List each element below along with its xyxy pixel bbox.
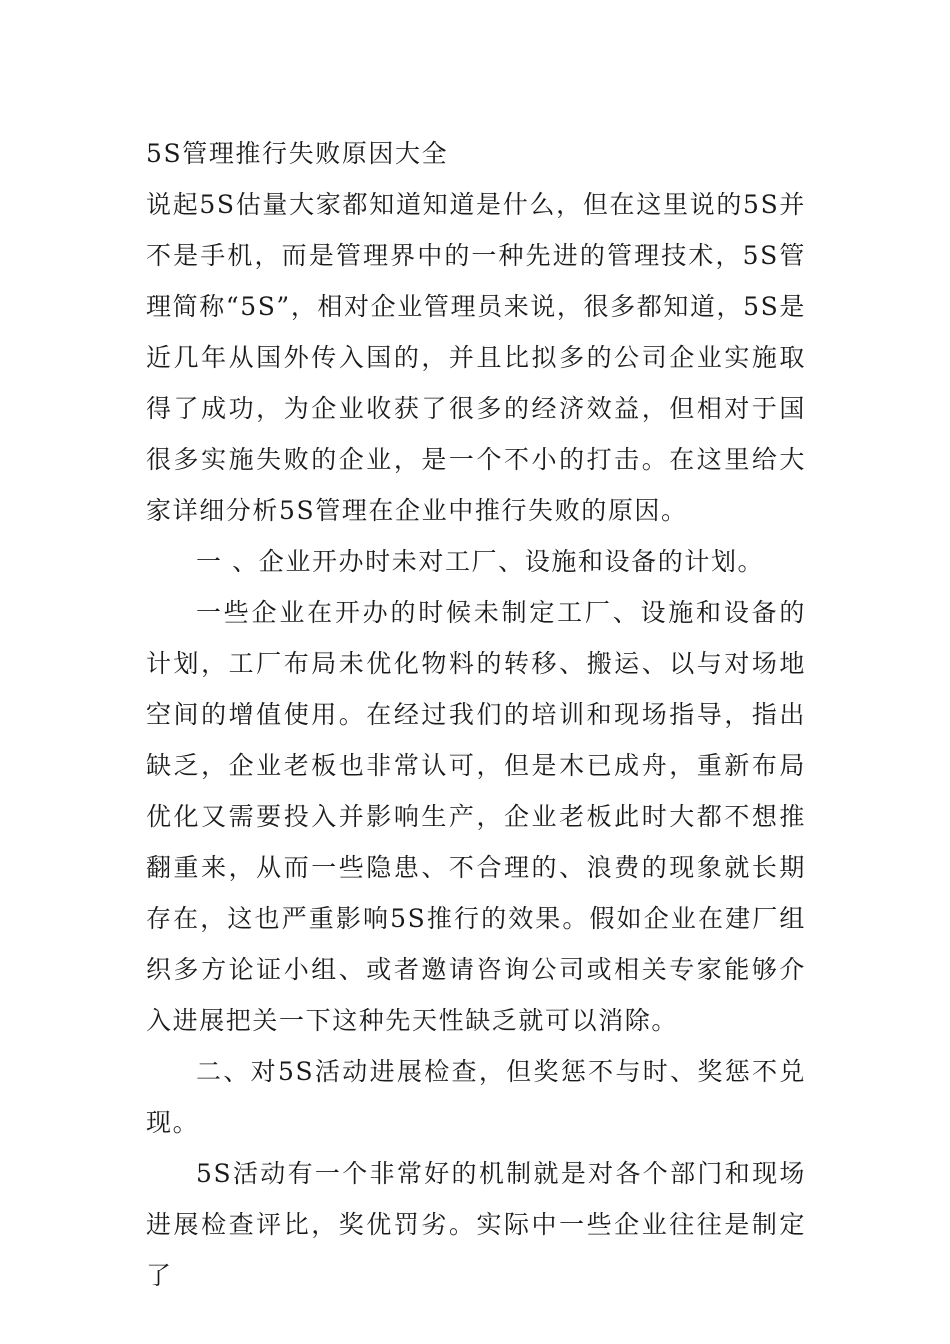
- section-body-1: 一些企业在开办的时候未制定工厂、设施和设备的计划，工厂布局未优化物料的转移、搬运、以与对场地空间的增值使用。在经过我们的培训和现场指导，指出缺乏，企业老板也非常认可，但是木已成舟，重新布局优化又需要投入并影响生产，企业老板此时大都不想推翻重来，从而一些隐患、不合理的、浪费的现象就长期存在，这也严重影响5S推行的效果。假如企业在建厂组织多方论证小组、或者邀请咨询公司或相关专家能够介入进展把关一下这种先天性缺乏就可以消除。: [146, 598, 806, 1035]
- section-body-2: 5S活动有一个非常好的机制就是对各个部门和现场进展检查评比，奖优罚劣。实际中一些企业往往是制定了: [146, 1159, 806, 1290]
- section-heading-1: 一 、企业开办时未对工厂、设施和设备的计划。: [196, 547, 765, 576]
- document-page: [146, 128, 806, 1301]
- document-title: 5S管理推行失败原因大全: [146, 139, 449, 168]
- intro-paragraph: 说起5S估量大家都知道知道是什么，但在这里说的5S并不是手机，而是管理界中的一种先进的管理技术，5S管理简称“5S”，相对企业管理员来说，很多都知道，5S是近几年从国外传入国的，并且比拟多的公司企业实施取得了成功，为企业收获了很多的经济效益，但相对于国很多实施失败的企业，是一个不小的打击。在这里给大家详细分析5S管理在企业中推行失败的原因。: [146, 190, 806, 525]
- section-heading-2: 二、对5S活动进展检查，但奖惩不与时、奖惩不兑现。: [146, 1057, 806, 1137]
